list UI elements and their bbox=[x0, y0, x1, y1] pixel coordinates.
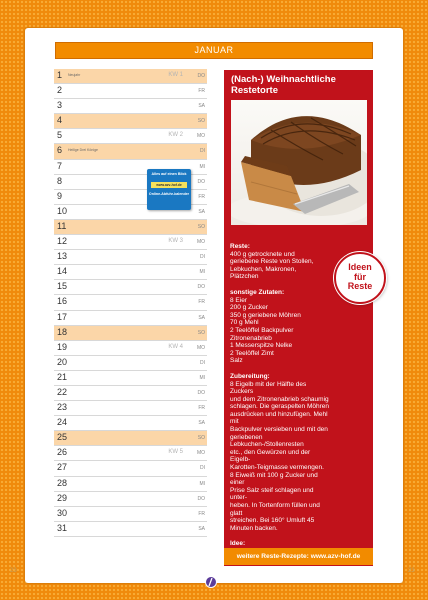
weekday: SA bbox=[198, 314, 205, 321]
recipe-line: 2 Teelöffel Zimt bbox=[230, 349, 274, 357]
weekday: DO bbox=[197, 495, 205, 502]
day-number: 13 bbox=[57, 251, 68, 262]
ideas-badge bbox=[334, 252, 386, 304]
recipe-line: geriebenen Lebkuchen-/Stollenresten bbox=[230, 433, 304, 449]
recipe-line: 8 Eier bbox=[230, 296, 247, 304]
recipe-title: (Nach-) Weihnachtliche Restetorte bbox=[231, 74, 336, 96]
recipe-line: Zitronenabrieb bbox=[230, 334, 272, 342]
weekday: DI bbox=[200, 254, 205, 261]
recipe-line: Lebkuchen, Makronen, bbox=[230, 265, 297, 273]
weekday: SO bbox=[197, 223, 205, 230]
weekday: FR bbox=[198, 193, 205, 200]
online-calendar-promo[interactable] bbox=[147, 169, 191, 210]
weekday: MO bbox=[196, 450, 205, 457]
calendar-page bbox=[25, 28, 403, 583]
day-row bbox=[54, 99, 207, 114]
week-number: KW 3 bbox=[168, 238, 183, 245]
recipe-line: und dem Zitronenabrieb schaumig bbox=[230, 395, 329, 403]
day-number: 8 bbox=[57, 175, 63, 186]
recipe-line: 70 g Mehl bbox=[230, 319, 259, 327]
recipe-line: 350 g geriebene Möhren bbox=[230, 311, 301, 319]
holiday-label: Heilige Drei Könige bbox=[68, 148, 98, 153]
recipe-line: heben. In Tortenform füllen und glatt bbox=[230, 502, 320, 517]
recipe-line: etc., den Gewürzen und der Eigelb- bbox=[230, 448, 311, 464]
badge-line-2: für bbox=[354, 271, 366, 282]
day-number: 27 bbox=[57, 462, 68, 473]
weekday: FR bbox=[198, 88, 205, 95]
weekday: SO bbox=[197, 329, 205, 336]
weekday: MO bbox=[196, 344, 205, 351]
day-row bbox=[54, 431, 207, 446]
weekday: SA bbox=[198, 525, 205, 532]
day-number: 15 bbox=[57, 281, 68, 292]
day-row bbox=[54, 280, 207, 295]
weekday: MI bbox=[199, 374, 205, 381]
day-number: 18 bbox=[57, 326, 68, 337]
badge-line-1: Ideen bbox=[348, 262, 372, 272]
recipe-line: 8 Eiweiß mit 100 g Zucker und einer bbox=[230, 471, 318, 487]
recipe-line: Minuten backen. bbox=[230, 524, 278, 532]
section-heading: Idee: bbox=[230, 540, 246, 548]
week-number: KW 2 bbox=[168, 132, 183, 139]
day-number: 29 bbox=[57, 492, 68, 503]
day-number: 24 bbox=[57, 417, 68, 428]
day-number: 28 bbox=[57, 477, 68, 488]
section-heading: Reste: bbox=[230, 243, 250, 250]
day-row bbox=[54, 507, 207, 522]
recipe-section bbox=[230, 243, 330, 281]
weekday: MI bbox=[199, 269, 205, 276]
day-row bbox=[54, 522, 207, 537]
recipe-section bbox=[230, 373, 330, 532]
logo-icon bbox=[205, 576, 217, 588]
day-list bbox=[54, 69, 207, 537]
holiday-label: Neujahr bbox=[68, 73, 81, 77]
recipe-line: streichen. Bei 160° Umluft 45 bbox=[230, 517, 315, 525]
weekday: FR bbox=[198, 510, 205, 517]
weekday: SA bbox=[198, 420, 205, 427]
day-row bbox=[54, 129, 207, 144]
recipe-line: Backpulver versieben und mit den bbox=[230, 426, 328, 434]
weekday: DO bbox=[197, 178, 205, 185]
weekday: SO bbox=[197, 435, 205, 442]
recipe-line: 200 g Zucker bbox=[230, 304, 268, 312]
day-number: 11 bbox=[57, 220, 67, 231]
day-number: 1 bbox=[57, 70, 63, 80]
day-number: 12 bbox=[57, 236, 68, 247]
recipe-line: Karotten-Teigmasse vermengen. bbox=[230, 464, 324, 472]
weekday: SA bbox=[198, 208, 205, 215]
day-row bbox=[54, 235, 207, 250]
recipe-line: 8 Eigelb mit der Hälfte des Zuckers bbox=[230, 380, 307, 396]
day-number: 20 bbox=[57, 356, 68, 367]
weekday: DI bbox=[200, 148, 205, 155]
day-row bbox=[54, 416, 207, 431]
day-row bbox=[54, 311, 207, 326]
weekday: DO bbox=[197, 73, 205, 79]
recipe-line: ausdrücken und hinzufügen. Mehl mit bbox=[230, 410, 328, 426]
weekday: DO bbox=[197, 389, 205, 396]
day-row bbox=[54, 401, 207, 416]
day-row bbox=[54, 356, 207, 371]
day-row bbox=[54, 492, 207, 507]
day-number: 9 bbox=[57, 190, 63, 201]
day-number: 31 bbox=[57, 522, 68, 533]
day-row bbox=[54, 144, 207, 159]
day-row bbox=[54, 461, 207, 476]
day-number: 16 bbox=[57, 296, 68, 307]
promo-url[interactable]: www.azv-hof.de bbox=[151, 182, 187, 188]
weekday: MO bbox=[196, 239, 205, 246]
day-number: 10 bbox=[57, 205, 68, 216]
day-number: 14 bbox=[57, 266, 68, 277]
week-number: KW 5 bbox=[168, 449, 183, 456]
day-number: 2 bbox=[57, 85, 63, 96]
day-row bbox=[54, 371, 207, 386]
day-number: 3 bbox=[57, 100, 63, 111]
section-heading: sonstige Zutaten: bbox=[230, 288, 285, 296]
day-row bbox=[54, 220, 207, 235]
day-row bbox=[54, 69, 207, 84]
weekday: DO bbox=[197, 284, 205, 291]
day-number: 5 bbox=[57, 130, 63, 141]
recipe-line: 1 Messerspitze Nelke bbox=[230, 342, 293, 350]
day-row bbox=[54, 84, 207, 99]
weekday: MI bbox=[199, 480, 205, 487]
weekday: FR bbox=[198, 299, 205, 306]
recipe-footer-link[interactable]: weitere Reste-Rezepte: www.azv-hof.de bbox=[224, 548, 373, 565]
weekday: DI bbox=[200, 465, 205, 472]
promo-subtext: Online-Abfuhr-kalender bbox=[148, 192, 190, 196]
day-row bbox=[54, 477, 207, 492]
day-number: 30 bbox=[57, 507, 68, 518]
weekday: MO bbox=[196, 133, 205, 140]
day-number: 17 bbox=[57, 311, 68, 322]
day-number: 4 bbox=[57, 115, 63, 126]
recipe-section bbox=[230, 289, 330, 365]
day-number: 23 bbox=[57, 402, 68, 413]
section-heading: Zubereitung: bbox=[230, 372, 270, 380]
recipe-line: 2 Teelöffel Backpulver bbox=[230, 326, 294, 334]
month-header: JANUAR bbox=[55, 42, 373, 59]
weekday: DI bbox=[200, 359, 205, 366]
day-row bbox=[54, 265, 207, 280]
day-number: 26 bbox=[57, 447, 68, 458]
weekday: SO bbox=[197, 118, 205, 125]
day-row bbox=[54, 114, 207, 129]
day-row bbox=[54, 326, 207, 341]
day-number: 21 bbox=[57, 371, 68, 382]
day-row bbox=[54, 341, 207, 356]
page-number-left: 23 bbox=[10, 568, 17, 574]
recipe-panel bbox=[224, 70, 373, 566]
day-row bbox=[54, 386, 207, 401]
day-number: 19 bbox=[57, 341, 68, 352]
weekday: MI bbox=[199, 163, 205, 170]
cake-photo bbox=[231, 100, 367, 225]
weekday: SA bbox=[198, 103, 205, 110]
recipe-line: 400 g getrocknete und bbox=[230, 250, 295, 258]
day-row bbox=[54, 250, 207, 265]
day-number: 25 bbox=[57, 432, 68, 443]
weekday: FR bbox=[198, 405, 205, 412]
recipe-line: geriebene Reste von Stollen, bbox=[230, 258, 314, 266]
page-number-right: 23 bbox=[408, 568, 415, 574]
day-row bbox=[54, 295, 207, 310]
recipe-line: schlagen. Die geraspelten Möhren bbox=[230, 403, 330, 411]
recipe-line: Prise Salz steif schlagen und unter- bbox=[230, 486, 314, 502]
recipe-text bbox=[230, 243, 330, 564]
badge-line-3: Reste bbox=[347, 281, 373, 291]
week-number: KW 1 bbox=[168, 72, 183, 78]
recipe-line: Salz bbox=[230, 357, 243, 365]
promo-text: Alles auf einen Blick bbox=[151, 172, 187, 176]
day-row bbox=[54, 446, 207, 461]
day-number: 22 bbox=[57, 386, 68, 397]
day-number: 7 bbox=[57, 160, 63, 171]
week-number: KW 4 bbox=[168, 343, 183, 350]
recipe-line: Plätzchen bbox=[230, 273, 259, 281]
day-number: 6 bbox=[57, 145, 63, 156]
